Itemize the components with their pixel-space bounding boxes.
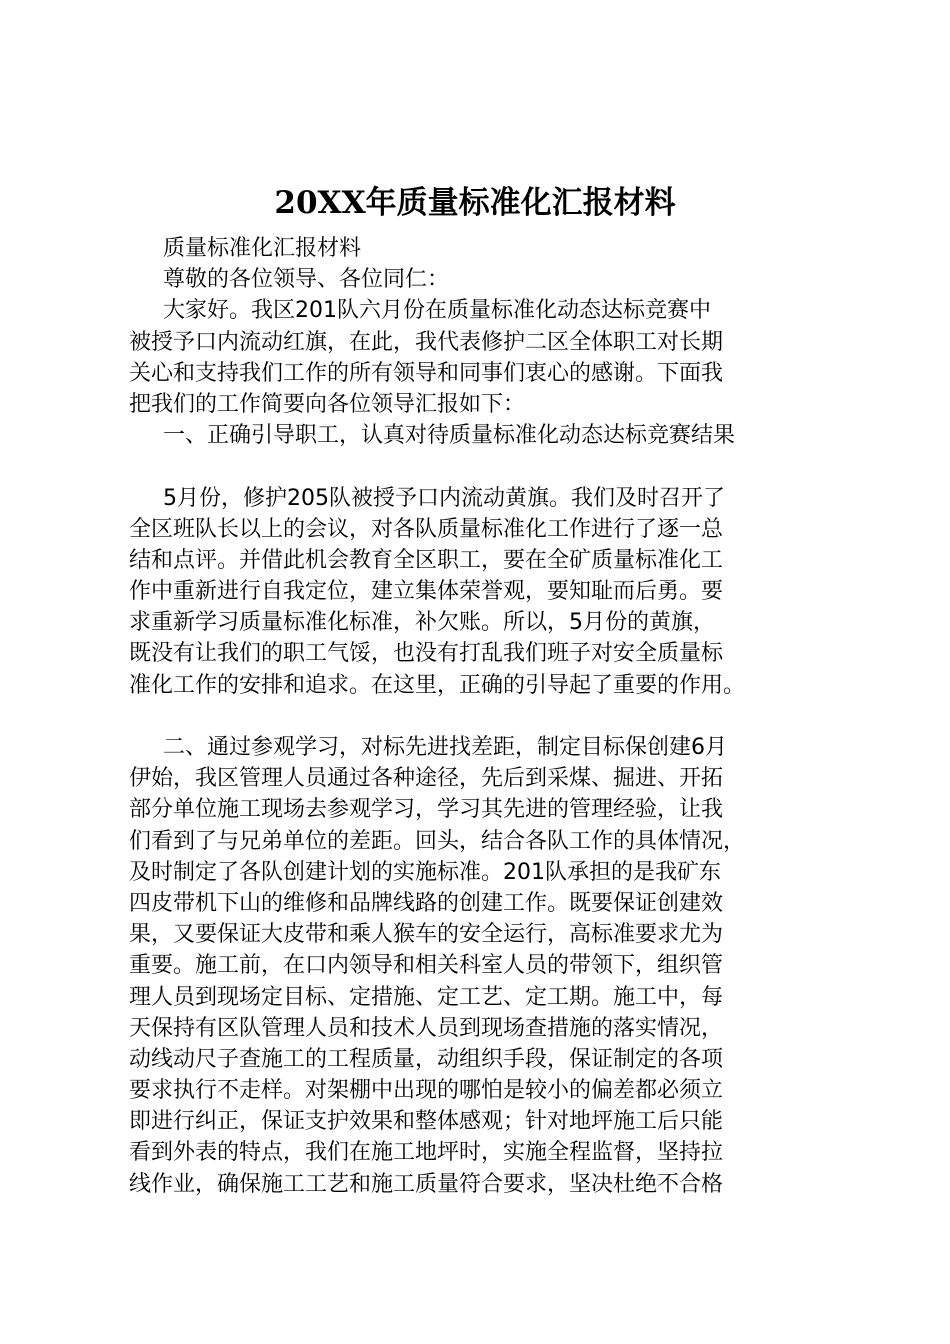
paragraph-line: 天保持有区队管理人员和技术人员到现场查措施的落实情况， bbox=[129, 1015, 724, 1041]
paragraph-line: 线作业，确保施工工艺和施工质量符合要求，坚决杜绝不合格 bbox=[129, 1171, 724, 1197]
paragraph-line: 四皮带机下山的维修和品牌线路的创建工作。既要保证创建效 bbox=[129, 890, 724, 916]
paragraph-line: 理人员到现场定目标、定措施、定工艺、定工期。施工中，每 bbox=[129, 984, 724, 1010]
paragraph-line: 及时制定了各队创建计划的实施标准。201队承担的是我矿东 bbox=[129, 859, 721, 885]
blank-line bbox=[129, 701, 829, 732]
paragraph-line: 重要。施工前，在口内领导和相关科室人员的带领下，组织管 bbox=[129, 953, 724, 979]
paragraph-line: 伊始，我区管理人员通过各种途径，先后到采煤、掘进、开拓 bbox=[129, 766, 724, 792]
paragraph-line: 关心和支持我们工作的所有领导和同事们衷心的感谢。下面我 bbox=[129, 360, 724, 386]
section-heading-line: 二、通过参观学习，对标先进找差距，制定目标保创建6月 bbox=[163, 735, 727, 760]
paragraph-line: 结和点评。并借此机会教育全区职工，要在全矿质量标准化工 bbox=[129, 547, 724, 573]
paragraph-line: 要求执行不走样。对架棚中出现的哪怕是较小的偏差都必须立 bbox=[129, 1078, 724, 1104]
paragraph-line: 求重新学习质量标准化标准，补欠账。所以，5月份的黄旗， bbox=[129, 610, 715, 636]
section-heading-line: 一、正确引导职工，认真对待质量标准化动态达标竞赛结果 bbox=[163, 423, 736, 449]
paragraph-line: 尊敬的各位领导、各位同仁： bbox=[163, 267, 450, 293]
paragraph-line: 们看到了与兄弟单位的差距。回头，结合各队工作的具体情况， bbox=[129, 828, 746, 854]
paragraph-line: 准化工作的安排和追求。在这里，正确的引导起了重要的作用。 bbox=[129, 672, 746, 698]
paragraph-line: 果，又要保证大皮带和乘人猴车的安全运行，高标准要求尤为 bbox=[129, 922, 724, 948]
blank-line bbox=[129, 451, 829, 482]
paragraph-line: 部分单位施工现场去参观学习，学习其先进的管理经验，让我 bbox=[129, 797, 724, 823]
paragraph-line: 作中重新进行自我定位，建立集体荣誉观，要知耻而后勇。要 bbox=[129, 579, 724, 605]
paragraph-line: 5月份，修护205队被授予口内流动黄旗。我们及时召开了 bbox=[163, 485, 725, 511]
document-title: 20XX年质量标准化汇报材料 bbox=[274, 185, 676, 221]
paragraph-line: 全区班队长以上的会议，对各队质量标准化工作进行了逐一总 bbox=[129, 516, 724, 542]
paragraph-line: 质量标准化汇报材料 bbox=[163, 236, 362, 261]
paragraph-line: 看到外表的特点，我们在施工地坪时，实施全程监督，坚持拉 bbox=[129, 1140, 724, 1166]
paragraph-line: 既没有让我们的职工气馁，也没有打乱我们班子对安全质量标 bbox=[129, 641, 724, 667]
paragraph-line: 即进行纠正，保证支护效果和整体感观；针对地坪施工后只能 bbox=[129, 1109, 724, 1135]
paragraph-line: 把我们的工作简要向各位领导汇报如下： bbox=[129, 391, 526, 417]
paragraph-line: 被授予口内流动红旗，在此，我代表修护二区全体职工对长期 bbox=[129, 329, 724, 355]
paragraph-line: 大家好。我区201队六月份在质量标准化动态达标竞赛中 bbox=[163, 298, 711, 324]
paragraph-line: 动线动尺子查施工的工程质量，动组织手段，保证制定的各项 bbox=[129, 1046, 724, 1072]
document-body bbox=[129, 233, 829, 1200]
